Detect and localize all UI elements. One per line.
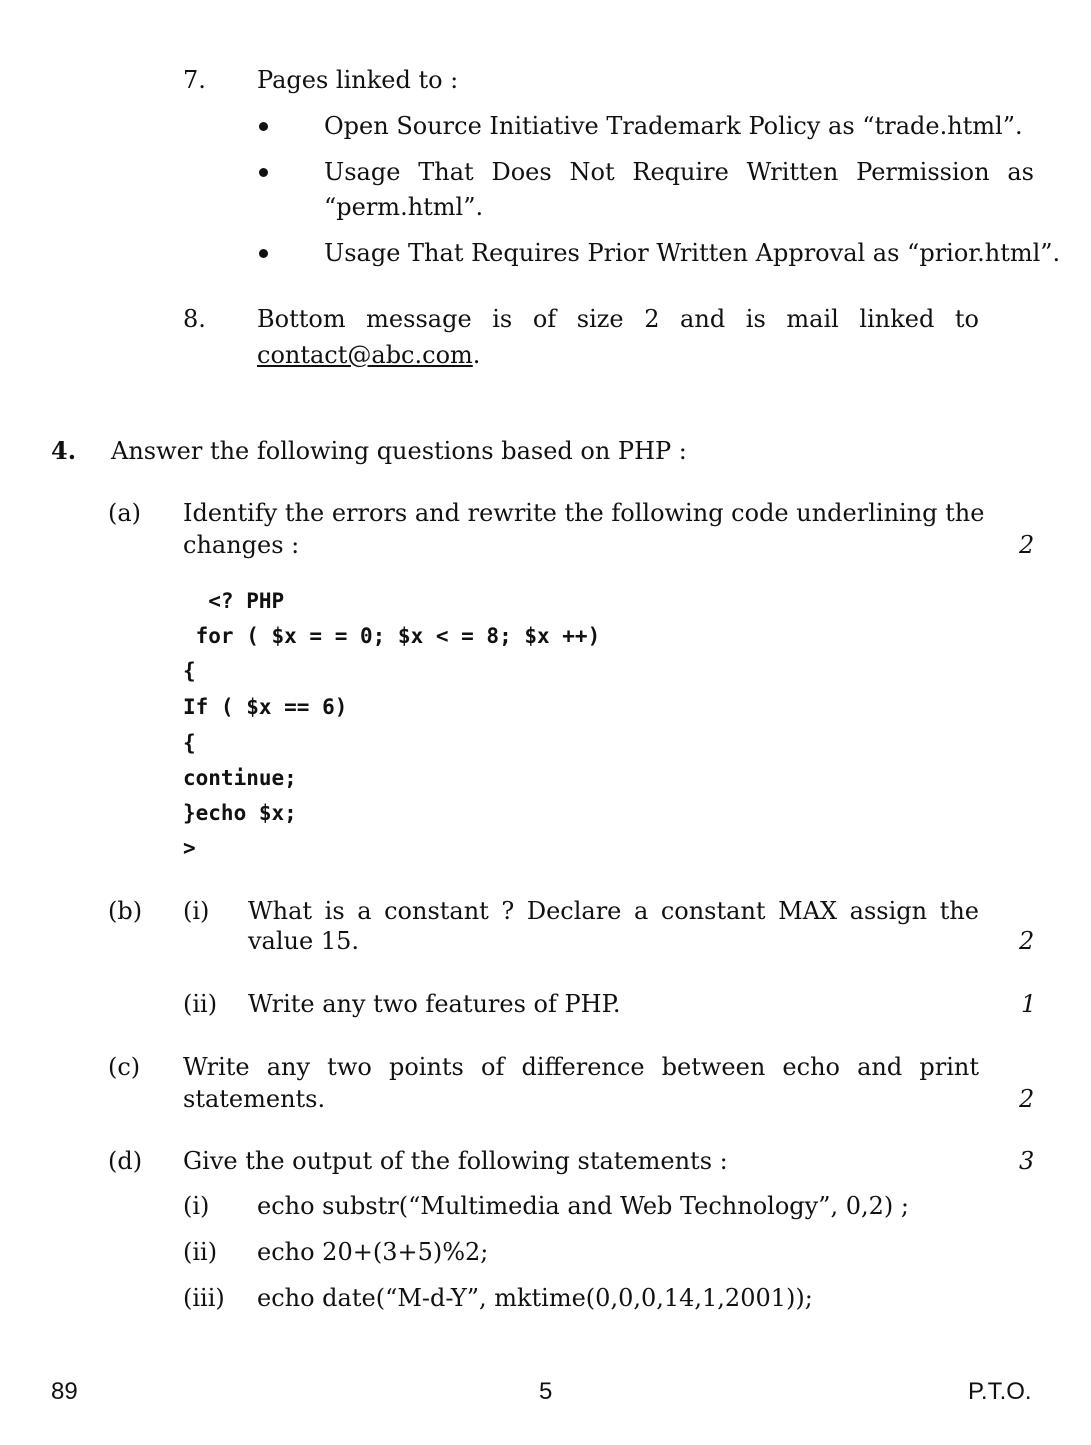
code-line: If ( $x == 6) [183,695,348,719]
part-a-line-2: changes : [183,531,300,559]
part-d-text: Give the output of the following statements : [183,1147,728,1175]
paper-code: 89 [51,1378,78,1405]
part-d-i-label: (i) [183,1192,210,1220]
code-line: <? PHP [183,589,285,613]
part-b-i-line-2: value 15. [248,927,359,955]
part-b-ii-label: (ii) [183,990,218,1018]
code-line: > [183,836,196,860]
code-line: continue; [183,766,297,790]
part-d-ii-label: (ii) [183,1238,218,1266]
part-d-marks: 3 [1019,1147,1035,1175]
part-d-i-text: echo substr(“Multimedia and Web Technology”, 0,2) ; [257,1192,909,1220]
part-b-i-line-1: What is a constant ? Declare a constant MAX assign the [248,897,979,925]
item-8-line-2: contact@abc.com. [257,341,481,369]
part-b-i-marks: 2 [1019,927,1035,955]
item-7-bullet-1: Open Source Initiative Trademark Policy as “trade.html”. [324,112,1023,140]
part-d-iii-label: (iii) [183,1284,225,1312]
bullet-icon [259,122,268,131]
item-7-bullet-2-line-1: Usage That Does Not Require Written Permission as [324,158,1034,186]
part-b-ii-marks: 1 [1021,990,1037,1018]
part-a-line-1: Identify the errors and rewrite the following code underlining the [183,499,985,527]
part-b-ii-text: Write any two features of PHP. [248,990,621,1018]
part-c-line-1: Write any two points of difference between echo and print [183,1053,979,1081]
item-8-number: 8. [183,305,206,333]
part-a-label: (a) [108,499,142,527]
code-line: { [183,731,196,755]
page-number: 5 [539,1378,553,1405]
item-7-number: 7. [183,66,206,94]
part-c-marks: 2 [1019,1085,1035,1113]
part-d-iii-text: echo date(“M-d-Y”, mktime(0,0,0,14,1,2001)); [257,1284,813,1312]
part-c-label: (c) [108,1053,141,1081]
part-d-ii-text: echo 20+(3+5)%2; [257,1238,489,1266]
question-4-number: 4. [51,436,77,465]
question-4-text: Answer the following questions based on PHP : [111,437,687,465]
item-7-text: Pages linked to : [257,66,459,94]
part-b-label: (b) [108,897,143,925]
email-link[interactable]: contact@abc.com [257,341,473,369]
bullet-icon [259,168,268,177]
pto-note: P.T.O. [968,1378,1032,1405]
item-8-line-1: Bottom message is of size 2 and is mail linked to [257,305,979,333]
code-line: }echo $x; [183,801,297,825]
code-line: for ( $x = = 0; $x < = 8; $x ++) [183,624,601,648]
item-7-bullet-3: Usage That Requires Prior Written Approval as “prior.html”. [324,239,1061,267]
part-b-i-label: (i) [183,897,210,925]
part-c-line-2: statements. [183,1085,326,1113]
code-line: { [183,659,196,683]
bullet-icon [259,249,268,258]
part-a-marks: 2 [1019,531,1035,559]
part-d-label: (d) [108,1147,143,1175]
item-7-bullet-2-line-2: “perm.html”. [324,193,484,221]
